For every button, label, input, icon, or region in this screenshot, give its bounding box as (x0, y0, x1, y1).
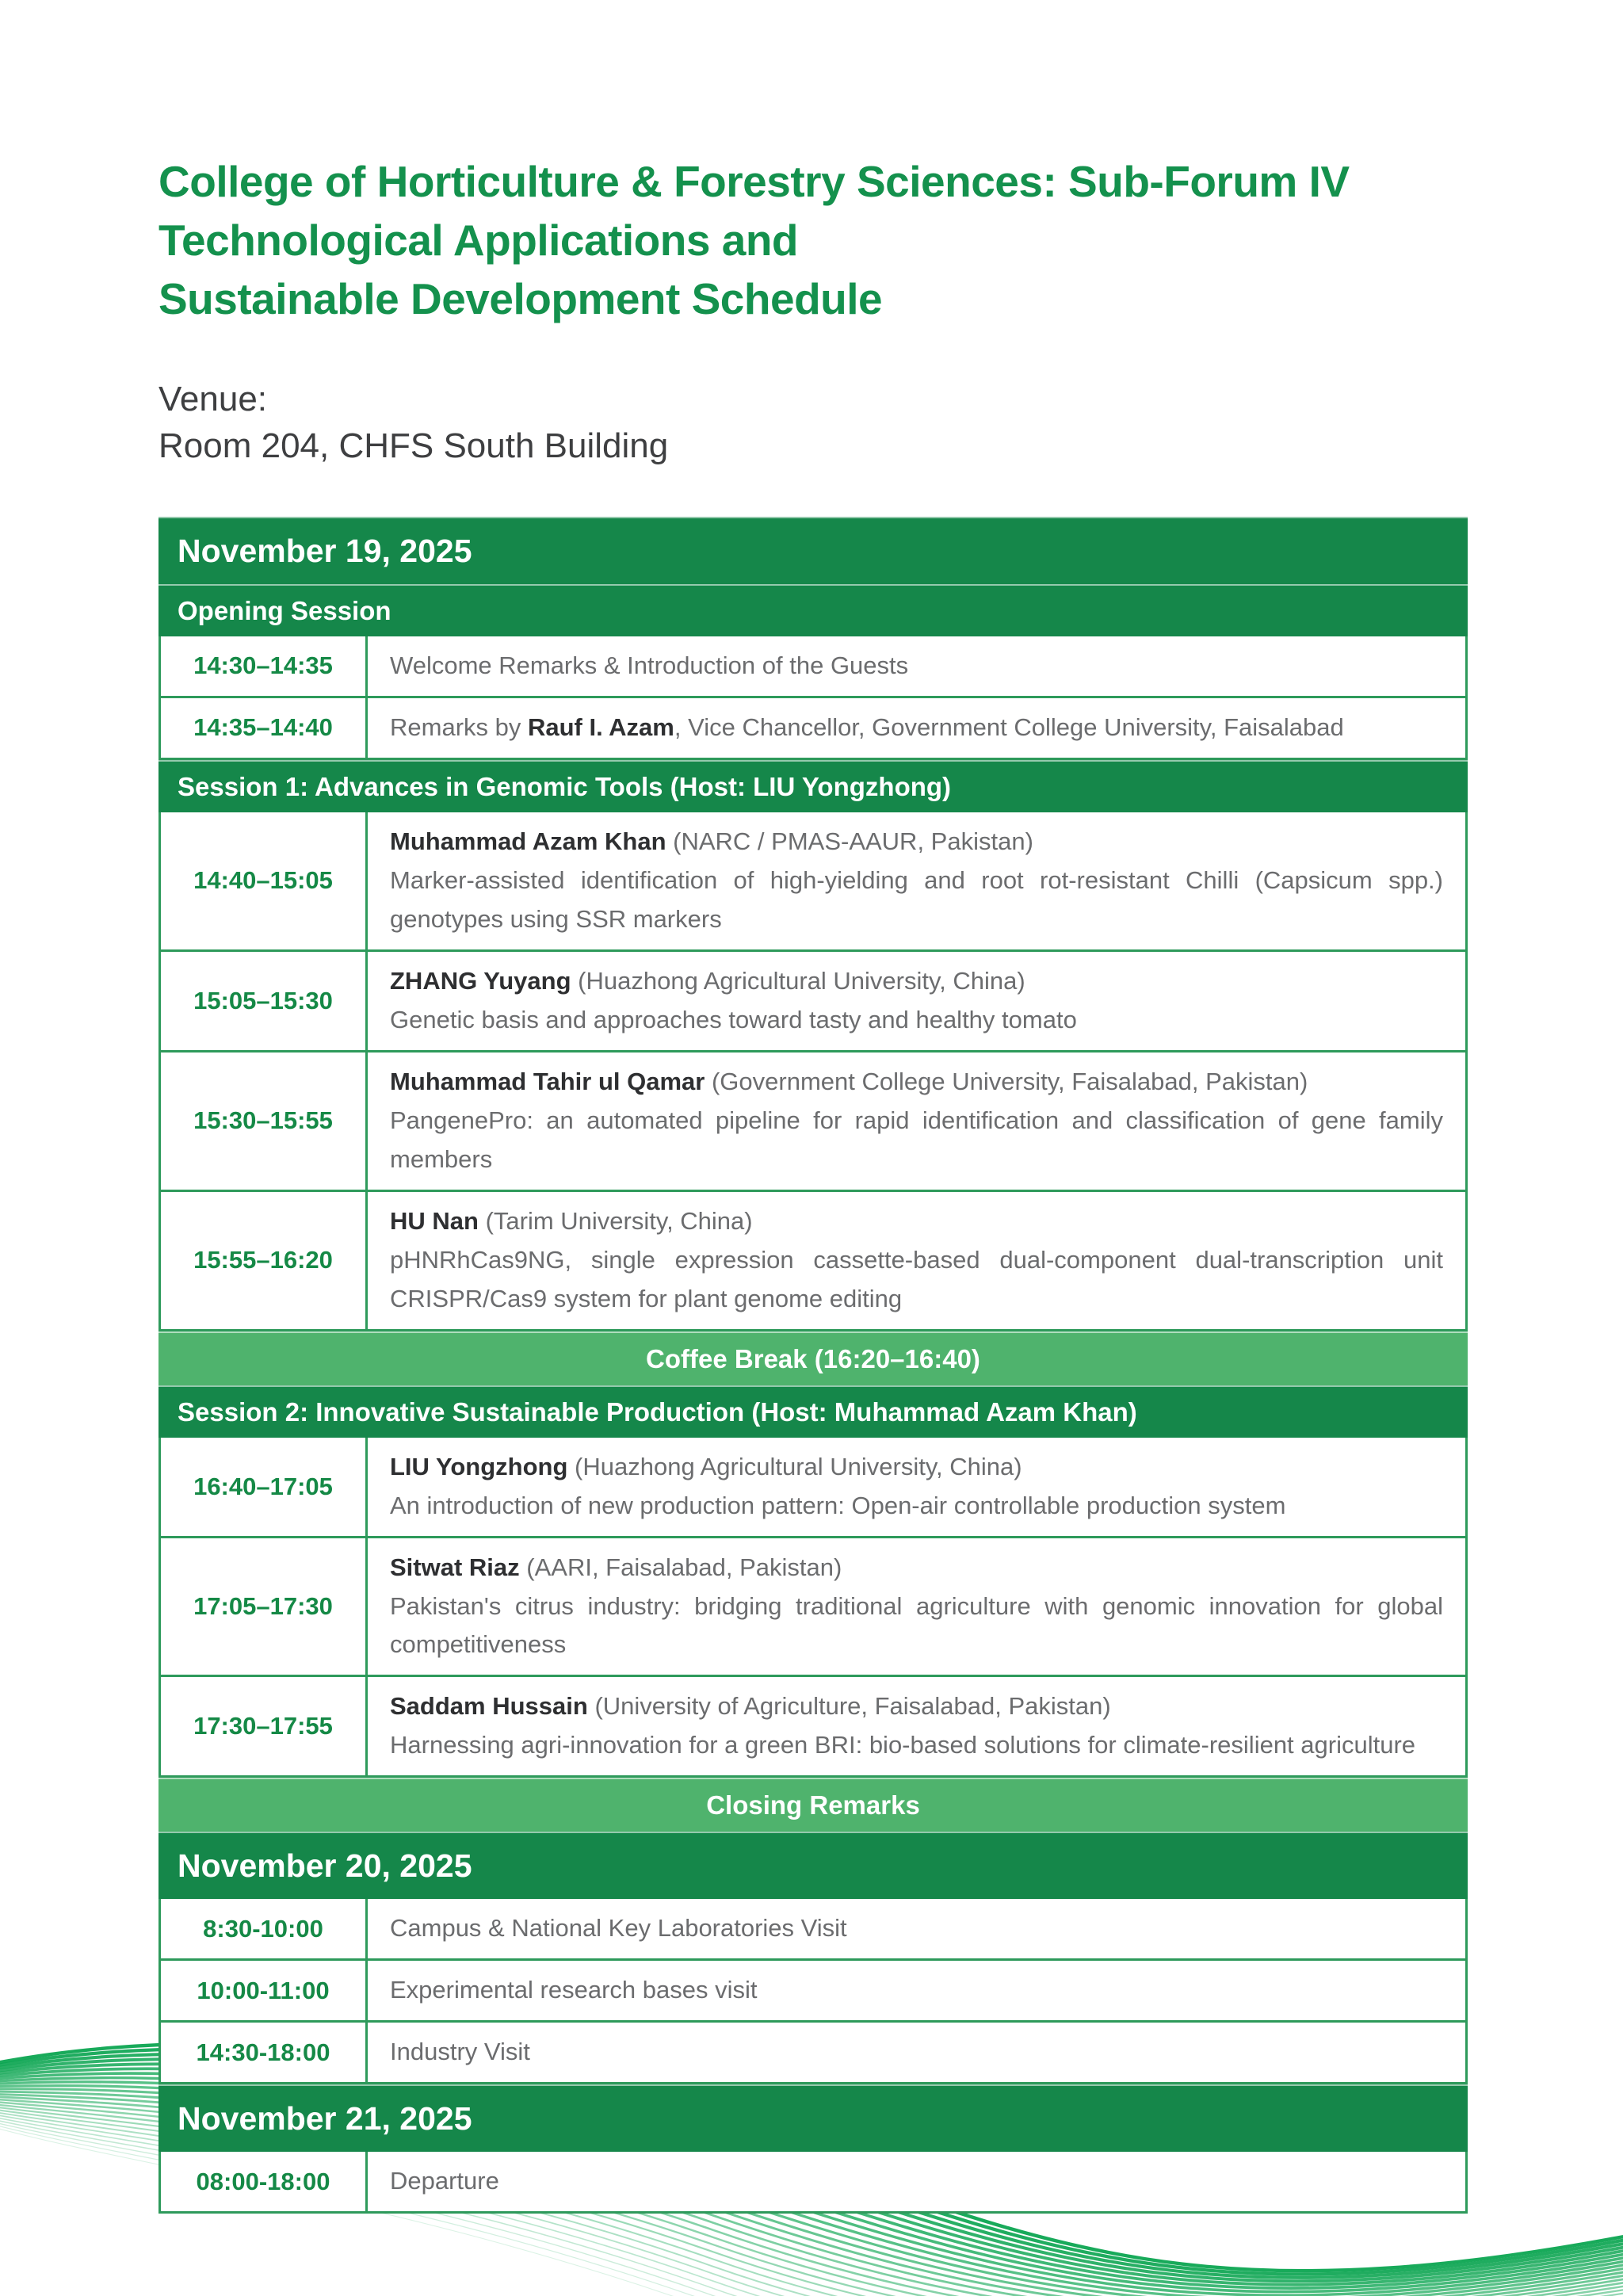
table-row (158, 952, 1468, 1052)
time-cell: 08:00-18:00 (161, 2152, 368, 2211)
speaker-line (390, 1687, 1443, 1726)
opening-session-header: Opening Session (158, 584, 1468, 636)
speaker-name: Rauf I. Azam (527, 712, 674, 741)
page-title-line-3: Sustainable Development Schedule (158, 274, 883, 323)
event-desc: Campus & National Key Laboratories Visit (390, 1914, 847, 1943)
talk-title: Harnessing agri-innovation for a green BRI: bio-based solutions for climate-resilient agriculture (390, 1731, 1416, 1759)
desc-suffix: , Vice Chancellor, Government College University, Faisalabad (674, 712, 1344, 741)
venue-label: Venue: (158, 380, 268, 418)
talk-title: pHNRhCas9NG, single expression cassette-based dual-component dual-transcription unit CRISPR/Cas9 system for plant genome editing (390, 1245, 1443, 1312)
desc-prefix: Remarks by (390, 712, 528, 741)
table-row (158, 1961, 1468, 2023)
event-desc: Welcome Remarks & Introduction of the Guests (390, 651, 909, 679)
table-row (158, 1192, 1468, 1331)
event-desc (390, 709, 1443, 747)
table-row (158, 636, 1468, 698)
coffee-break-band: Coffee Break (16:20–16:40) (158, 1331, 1468, 1385)
desc-cell (368, 1899, 1465, 1958)
time-cell: 16:40–17:05 (161, 1438, 368, 1536)
day-header-nov-21: November 21, 2025 (158, 2084, 1468, 2152)
talk-title: An introduction of new production pattern: Open-air controllable production system (390, 1491, 1286, 1519)
desc-cell (368, 812, 1465, 949)
talk-title: Pakistan's citrus industry: bridging traditional agriculture with genomic innovation for global competitiveness (390, 1591, 1443, 1659)
desc-cell (368, 1677, 1465, 1775)
time-cell: 14:40–15:05 (161, 812, 368, 949)
page-title-line-2: Technological Applications and (158, 216, 799, 265)
time-cell: 8:30-10:00 (161, 1899, 368, 1958)
time-cell: 15:55–16:20 (161, 1192, 368, 1329)
desc-cell (368, 1438, 1465, 1536)
venue-value: Room 204, CHFS South Building (158, 426, 669, 465)
speaker-name: ZHANG Yuyang (390, 966, 571, 995)
speaker-name: HU Nan (390, 1206, 479, 1235)
desc-cell (368, 1538, 1465, 1675)
time-cell: 14:35–14:40 (161, 698, 368, 758)
speaker-affiliation: (University of Agriculture, Faisalabad, Pakistan) (594, 1692, 1111, 1721)
desc-cell (368, 1961, 1465, 2020)
time-cell: 15:05–15:30 (161, 952, 368, 1050)
table-row (158, 1677, 1468, 1778)
speaker-affiliation: (Tarim University, China) (485, 1206, 753, 1235)
time-cell: 10:00-11:00 (161, 1961, 368, 2020)
desc-cell (368, 698, 1465, 758)
session-2-header: Session 2: Innovative Sustainable Production (Host: Muhammad Azam Khan) (158, 1385, 1468, 1438)
table-row (158, 1538, 1468, 1678)
desc-cell (368, 1192, 1465, 1329)
speaker-line (390, 1448, 1443, 1487)
page-title (158, 152, 1468, 328)
speaker-affiliation: (Huazhong Agricultural University, China) (578, 966, 1025, 995)
schedule-table (158, 517, 1468, 2214)
speaker-affiliation: (AARI, Faisalabad, Pakistan) (526, 1553, 842, 1581)
closing-remarks-band: Closing Remarks (158, 1778, 1468, 1832)
table-row (158, 812, 1468, 952)
desc-cell (368, 636, 1465, 696)
desc-cell (368, 1052, 1465, 1190)
talk-title: Genetic basis and approaches toward tasty and healthy tomato (390, 1005, 1077, 1033)
speaker-name: LIU Yongzhong (390, 1452, 568, 1480)
table-row (158, 1052, 1468, 1192)
desc-cell (368, 2023, 1465, 2082)
speaker-line (390, 1063, 1443, 1102)
speaker-line (390, 962, 1443, 1001)
time-cell: 14:30-18:00 (161, 2023, 368, 2082)
time-cell: 17:30–17:55 (161, 1677, 368, 1775)
table-row (158, 2152, 1468, 2214)
event-desc: Industry Visit (390, 2038, 530, 2066)
speaker-affiliation: (Government College University, Faisalabad, Pakistan) (711, 1067, 1308, 1095)
venue-block (158, 376, 1468, 469)
time-cell: 15:30–15:55 (161, 1052, 368, 1190)
time-cell: 14:30–14:35 (161, 636, 368, 696)
talk-title: Marker-assisted identification of high-yielding and root rot-resistant Chilli (Capsicum spp.) genotypes using SSR markers (390, 865, 1443, 933)
day-header-nov-20: November 20, 2025 (158, 1832, 1468, 1899)
speaker-name: Saddam Hussain (390, 1692, 588, 1721)
event-desc: Experimental research bases visit (390, 1976, 758, 2004)
table-row (158, 698, 1468, 760)
talk-title: PangenePro: an automated pipeline for rapid identification and classification of gene family members (390, 1106, 1443, 1173)
speaker-name: Muhammad Tahir ul Qamar (390, 1067, 705, 1095)
session-1-header: Session 1: Advances in Genomic Tools (Host: LIU Yongzhong) (158, 760, 1468, 812)
speaker-name: Muhammad Azam Khan (390, 827, 666, 855)
desc-cell (368, 952, 1465, 1050)
speaker-affiliation: (NARC / PMAS-AAUR, Pakistan) (673, 827, 1033, 855)
speaker-name: Sitwat Riaz (390, 1553, 520, 1581)
event-desc: Departure (390, 2167, 499, 2195)
page-title-line-1: College of Horticulture & Forestry Sciences: Sub-Forum IV (158, 157, 1350, 206)
day-header-nov-19: November 19, 2025 (158, 517, 1468, 584)
table-row (158, 2023, 1468, 2084)
desc-cell (368, 2152, 1465, 2211)
speaker-line (390, 1202, 1443, 1241)
time-cell: 17:05–17:30 (161, 1538, 368, 1675)
speaker-line (390, 823, 1443, 861)
speaker-affiliation: (Huazhong Agricultural University, China) (575, 1452, 1022, 1480)
table-row (158, 1438, 1468, 1538)
table-row (158, 1899, 1468, 1961)
speaker-line (390, 1549, 1443, 1587)
